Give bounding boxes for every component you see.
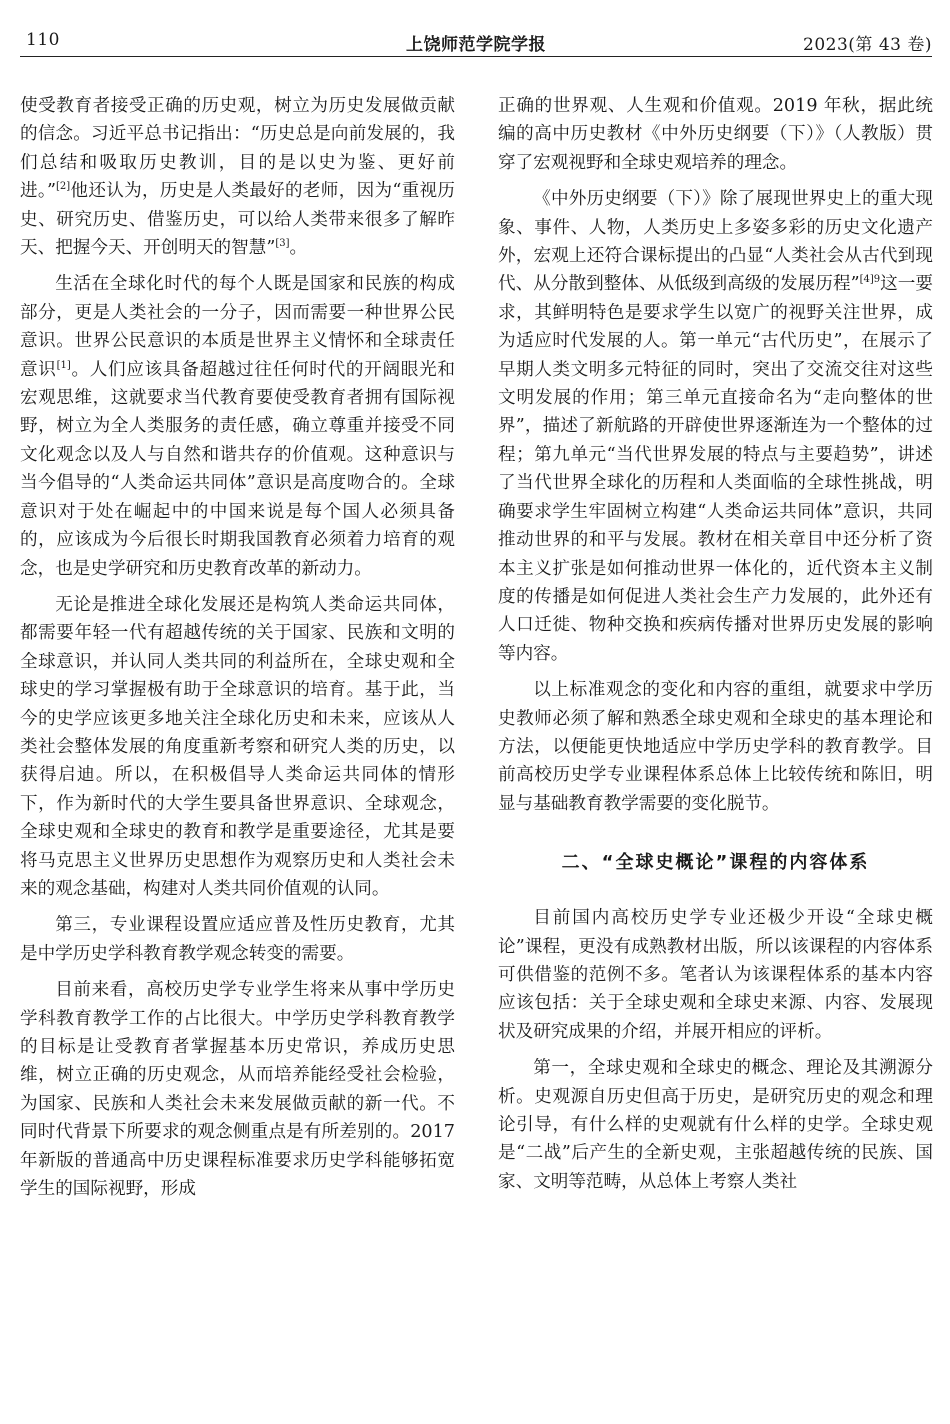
page-number: 110 xyxy=(26,30,60,50)
citation: [4]9 xyxy=(859,274,881,286)
paragraph xyxy=(498,185,933,668)
text: 。 xyxy=(289,238,308,259)
running-header xyxy=(20,26,932,57)
journal-title: 上饶师范学院学报 xyxy=(406,35,546,55)
paragraph xyxy=(20,270,455,582)
paragraph: 第一，全球史观和全球史的概念、理论及其溯源分析。史观源自历史但高于历史，是研究历史的观念和理论引导，有什么样的史观就有什么样的史学。全球史观是“二战”后产生的全新史观，主张超越传统的民族、国家、文明等范畴，从总体上考察人类社 xyxy=(498,1058,933,1192)
paragraph: 第三，专业课程设置应适应普及性历史教育，尤其是中学历史学科教育教学观念转变的需要。 xyxy=(20,915,455,964)
paragraph: 以上标准观念的变化和内容的重组，就要求中学历史教师必须了解和熟悉全球史观和全球史的基本理论和方法，以便能更快地适应中学历史学科的教育教学。目前高校历史学专业课程体系总体上比较传统和陈旧，明显与基础教育教学需要的变化脱节。 xyxy=(498,680,933,814)
text: 使受教育者接受正确的历史观，树立为历史发展做贡献的信念。习近平总书记指出：“历史总是向前发展的，我们总结和吸取历史教训，目的是以史为鉴、更好前进。” xyxy=(20,96,455,202)
text: 《中外历史纲要（下）》除了展现世界史上的重大现象、事件、人物，人类历史上多姿多彩的历史文化遗产外，宏观上还符合课标提出的凸显“人类社会从古代到现代、从分散到整体、从低级到高级的发展历程” xyxy=(498,189,933,295)
paragraph xyxy=(20,92,455,262)
right-column xyxy=(498,92,933,1196)
text: 生活在全球化时代的每个人既是国家和民族的构成部分，更是人类社会的一分子，因而需要一种世界公民意识。世界公民意识的本质是世界主义情怀和全球责任意识 xyxy=(20,274,455,380)
left-column xyxy=(20,92,455,1203)
text: 这一要求，其鲜明特色是要求学生以宽广的视野关注世界，成为适应时代发展的人。第一单元“古代历史”，在展示了早期人类文明多元特征的同时，突出了交流交往对这些文明发展的作用；第三单元直接命名为“走向整体的世界”，描述了新航路的开辟使世界逐渐连为一个整体的过程；第九单元“当代世界发展的特点与主要趋势”，讲述了当代世界全球化的历程和人类面临的全球性挑战，明确要求学生牢固树立构建“人类命运共同体”意识，共同推动世界的和平与发展。教材在相关章目中还分析了资本主义扩张是如何推动世界一体化的，近代资本主义制度的传播是如何促进人类社会生产力发展的，此外还有人口迁徙、物种交换和疾病传播对世界历史发展的影响等内容。 xyxy=(498,274,933,664)
paragraph: 目前来看，高校历史学专业学生将来从事中学历史学科教育教学工作的占比很大。中学历史学科教育教学的目标是让受教育者掌握基本历史常识，养成历史思维，树立正确的历史观念，从而培养能经受社会检验，为国家、民族和人类社会未来发展做贡献的新一代。不同时代背景下所要求的观念侧重点是有所差别的。2017 年新版的普通高中历史课程标准要求历史学科能够拓宽学生的国际视野，形成 xyxy=(20,980,455,1200)
text: 。人们应该具备超越过往任何时代的开阔眼光和宏观思维，这就要求当代教育要使受教育者拥有国际视野，树立为全人类服务的责任感，确立尊重并接受不同文化观念以及人与自然和谐共存的价值观。这种意识与当今倡导的“人类命运共同体”意识是高度吻合的。全球意识对于处在崛起中的中国来说是每个国人必须具备的，应该成为今后很长时期我国教育必须着力培育的观念，也是史学研究和历史教育改革的新动力。 xyxy=(20,359,455,579)
text: 他还认为，历史是人类最好的老师，因为“重视历史、研究历史、借鉴历史，可以给人类带来很多了解昨天、把握今天、开创明天的智慧” xyxy=(20,181,455,259)
citation: [1] xyxy=(56,359,71,371)
paragraph: 正确的世界观、人生观和价值观。2019 年秋，据此统编的高中历史教材《中外历史纲要（下）》（人教版）贯穿了宏观视野和全球史观培养的理念。 xyxy=(498,96,933,173)
year-volume: 2023(第 43 卷) xyxy=(803,35,932,55)
citation: [2] xyxy=(55,181,71,193)
paragraph: 目前国内高校历史学专业还极少开设“全球史概论”课程，更没有成熟教材出版，所以该课程的内容体系可供借鉴的范例不多。笔者认为该课程体系的基本内容应该包括：关于全球史观和全球史来源、内容、发展现状及研究成果的介绍，并展开相应的评析。 xyxy=(498,908,933,1042)
citation: [3] xyxy=(275,238,290,250)
section-heading: 二、“全球史概论”课程的内容体系 xyxy=(561,852,870,874)
paragraph: 无论是推进全球化发展还是构筑人类命运共同体，都需要年轻一代有超越传统的关于国家、民族和文明的全球意识，并认同人类共同的利益所在，全球史观和全球史的学习掌握极有助于全球意识的培育。基于此，当今的史学应该更多地关注全球化历史和未来，应该从人类社会整体发展的角度重新考察和研究人类的历史，以获得启迪。所以，在积极倡导人类命运共同体的情形下，作为新时代的大学生要具备世界意识、全球观念，全球史观和全球史的教育和教学是重要途径，尤其是要将马克思主义世界历史思想作为观察历史和人类社会未来的观念基础，构建对人类共同价值观的认同。 xyxy=(20,594,455,899)
